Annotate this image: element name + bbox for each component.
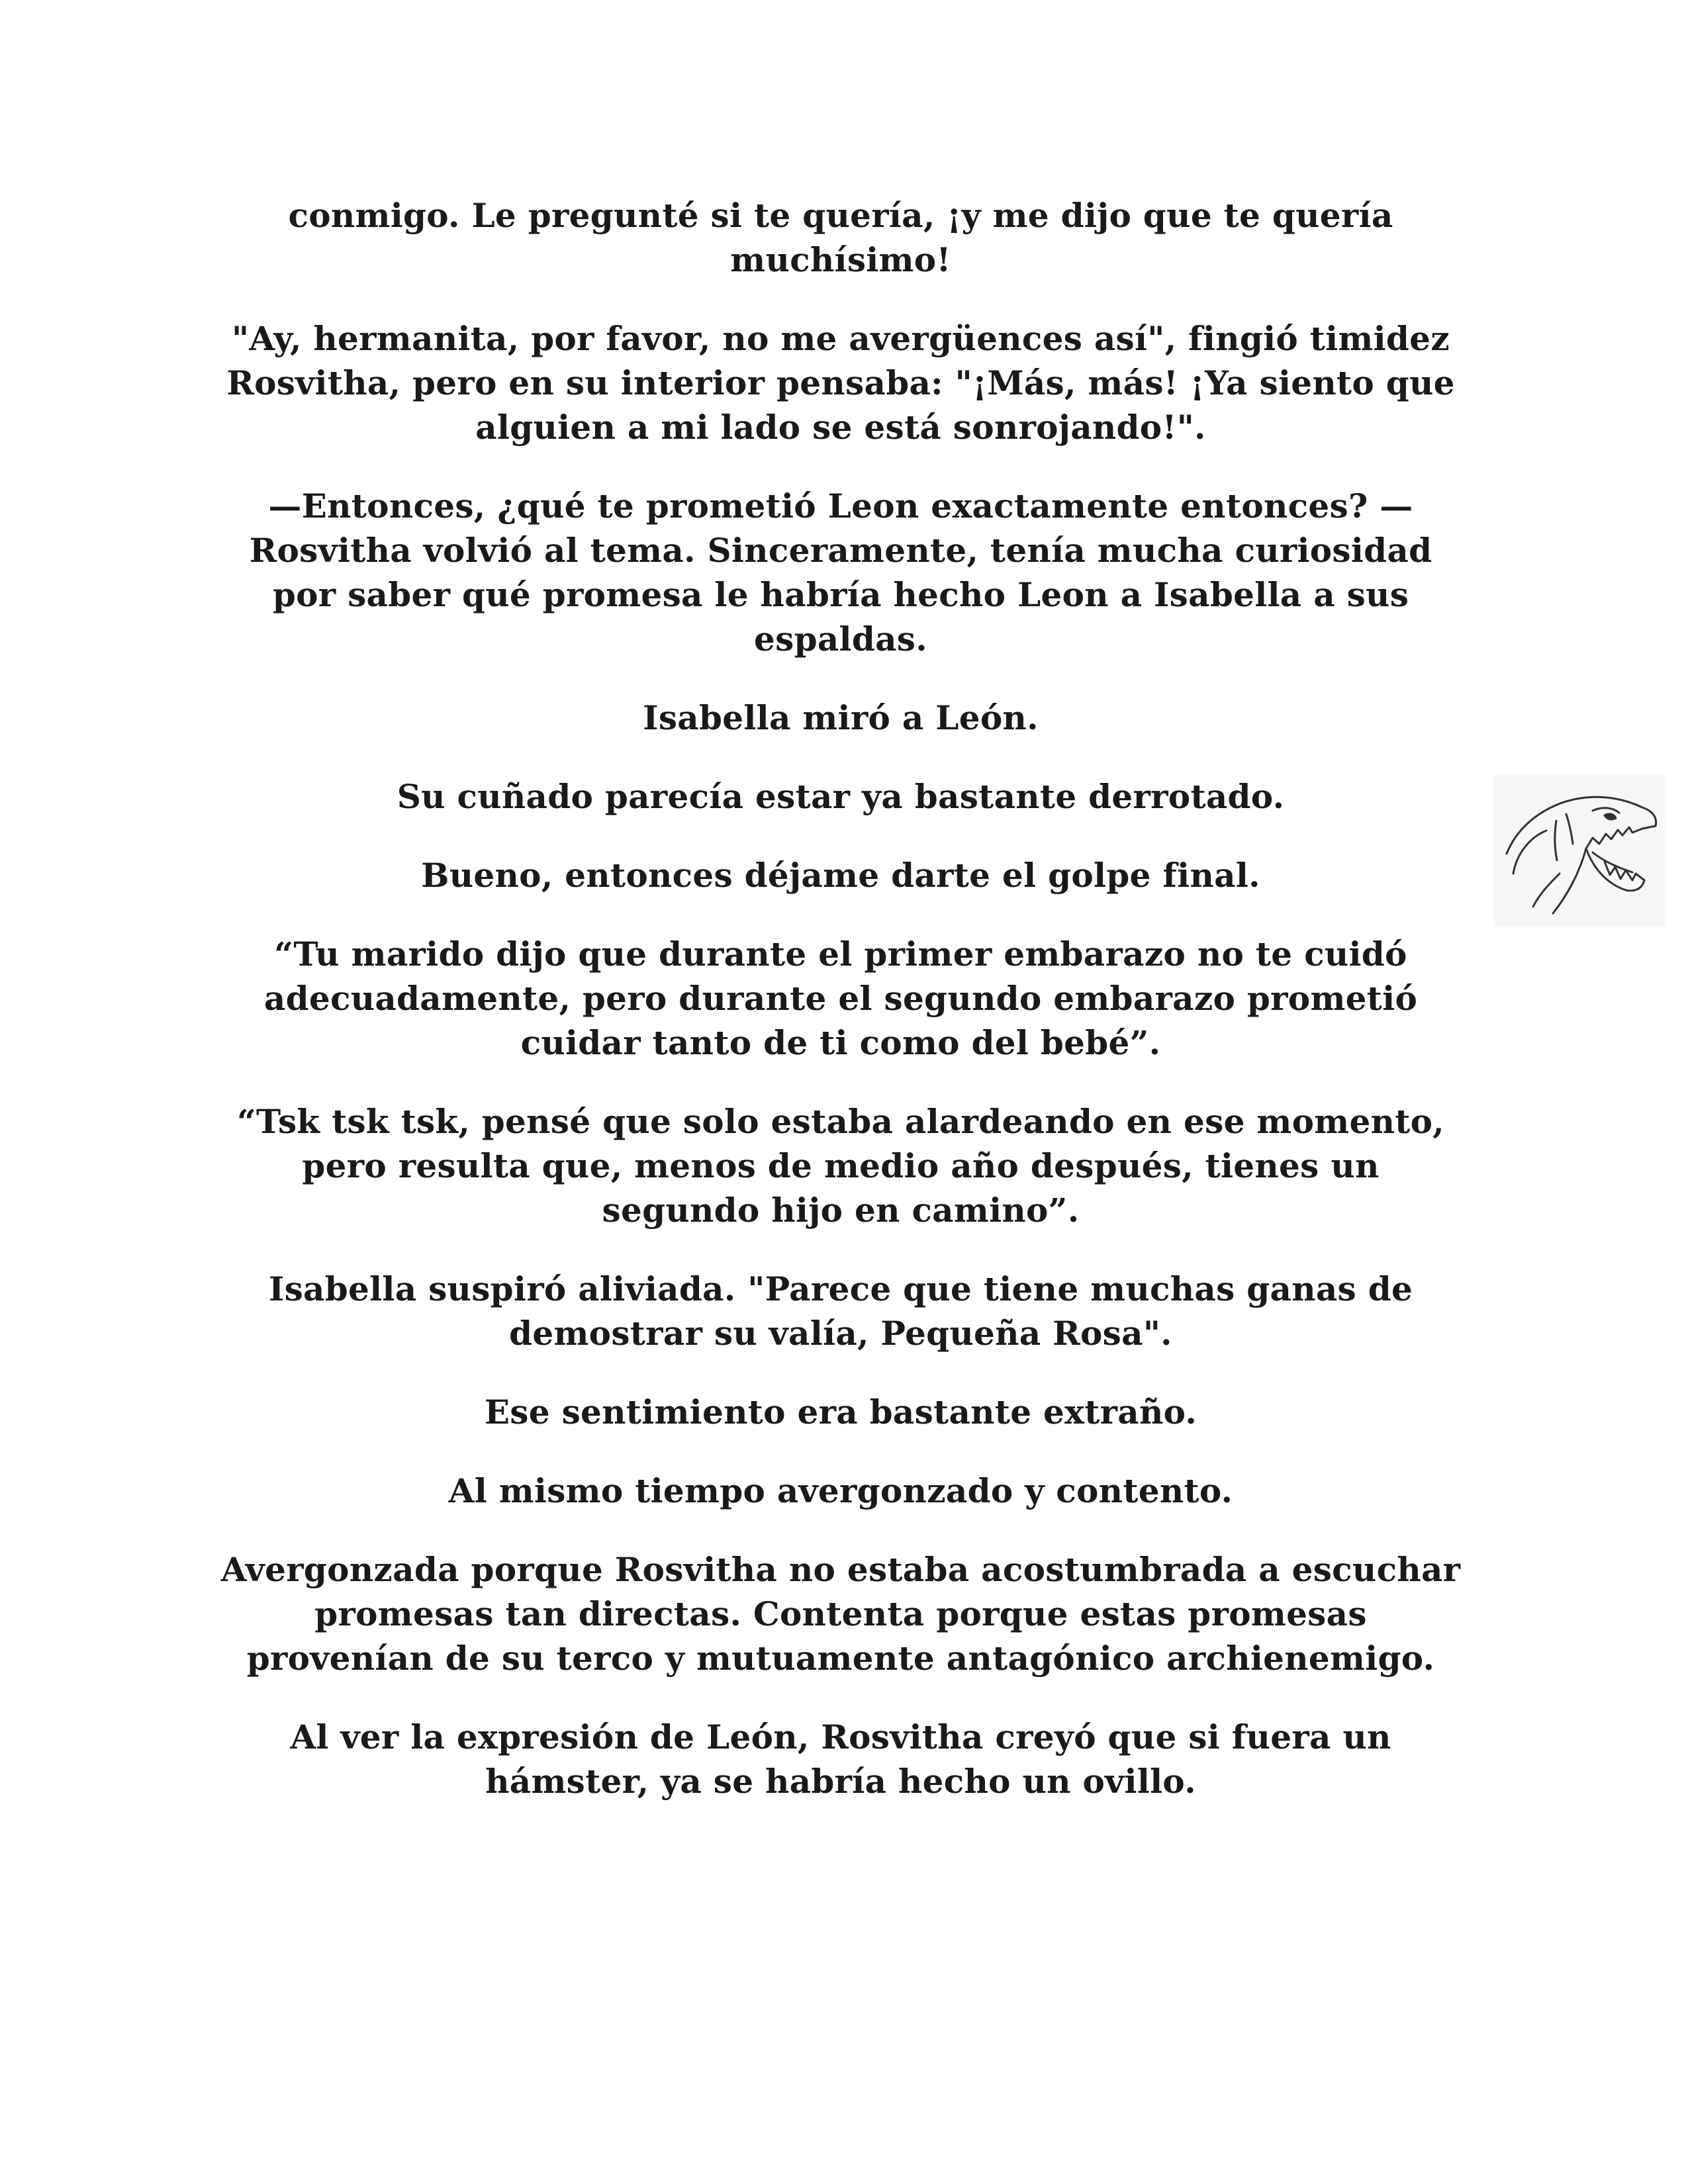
paragraph-9: Isabella suspiró aliviada. "Parece que tiene muchas ganas de demostrar su valía, Pequeña Rosa". [268, 1269, 1413, 1353]
dinosaur-head-sketch-icon [1493, 774, 1665, 927]
paragraph-7: “Tu marido dijo que durante el primer embarazo no te cuidó adecuadamente, pero durante el segundo embarazo prometió cuidar tanto de ti como del bebé”. [263, 934, 1418, 1062]
paragraph-4: Isabella miró a León. [643, 698, 1039, 737]
paragraph-5: Su cuñado parecía estar ya bastante derrotado. [397, 777, 1285, 816]
paragraph-11: Al mismo tiempo avergonzado y contento. [448, 1471, 1233, 1510]
paragraph-8: “Tsk tsk tsk, pensé que solo estaba alardeando en ese momento, pero resulta que, menos de medio año después, tienes un segundo hijo en camino”. [237, 1102, 1444, 1230]
paragraph-3: —Entonces, ¿qué te prometió Leon exactamente entonces? —Rosvitha volvió al tema. Sinceramente, tenía mucha curiosidad por saber qué promesa le habría hecho Leon a Isabella a sus espaldas. [249, 486, 1432, 659]
paragraph-12: Avergonzada porque Rosvitha no estaba acostumbrada a escuchar promesas tan directas. Contenta porque estas promesas provenían de su terco y mutuamente antagónico archienemigo. [220, 1550, 1461, 1678]
paragraph-1: conmigo. Le pregunté si te quería, ¡y me dijo que te quería muchísimo! [288, 196, 1393, 279]
paragraph-2: "Ay, hermanita, por favor, no me avergüences así", fingió timidez Rosvitha, pero en su interior pensaba: "¡Más, más! ¡Ya siento que alguien a mi lado se está sonrojando!". [226, 319, 1455, 447]
body-text [218, 193, 1463, 1838]
paragraph-6: Bueno, entonces déjame darte el golpe final. [421, 856, 1260, 895]
paragraph-10: Ese sentimiento era bastante extraño. [484, 1392, 1197, 1432]
paragraph-13: Al ver la expresión de León, Rosvitha creyó que si fuera un hámster, ya se habría hecho un ovillo. [290, 1717, 1391, 1801]
